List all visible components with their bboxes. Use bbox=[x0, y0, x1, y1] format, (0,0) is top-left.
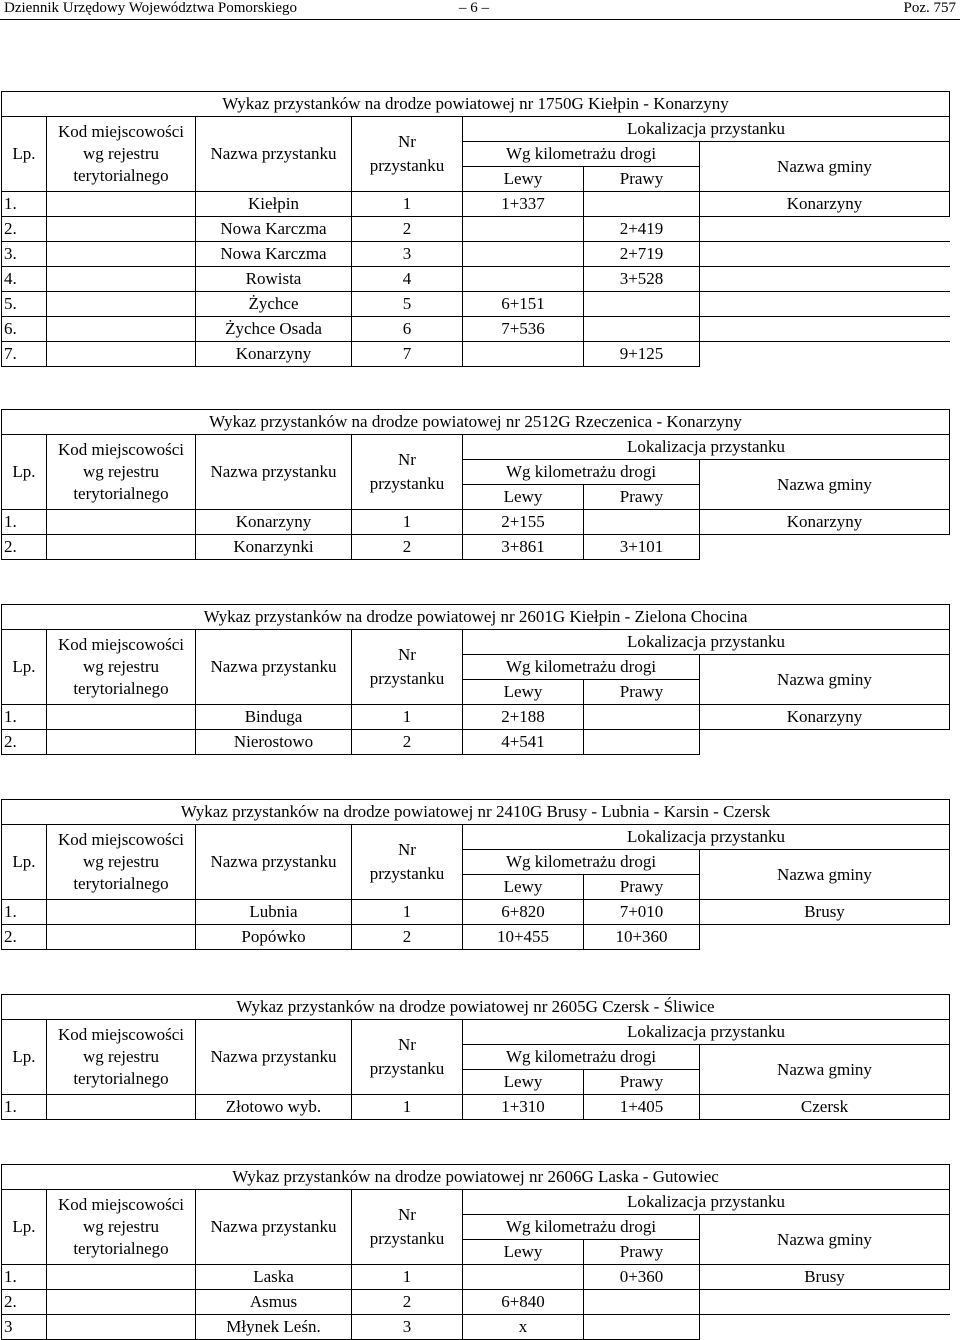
header-lewy: Lewy bbox=[463, 167, 584, 192]
cell-nr: 3 bbox=[352, 242, 463, 267]
cell-nazwa: Żychce bbox=[196, 292, 352, 317]
cell-nr: 3 bbox=[352, 1315, 463, 1340]
header-kod-line: wg rejestru bbox=[82, 1217, 159, 1236]
cell-gmina bbox=[700, 925, 950, 950]
cell-lp: 2. bbox=[2, 730, 47, 755]
header-nazwa-gminy: Nazwa gminy bbox=[700, 460, 950, 510]
stops-table bbox=[1, 604, 950, 755]
table-row bbox=[2, 217, 950, 242]
cell-lp: 1. bbox=[2, 192, 47, 217]
header-nr-line: przystanku bbox=[369, 864, 445, 883]
cell-gmina bbox=[700, 217, 950, 242]
header-lp: Lp. bbox=[2, 1190, 47, 1265]
cell-kod bbox=[47, 510, 196, 535]
header-nazwa-gminy: Nazwa gminy bbox=[700, 655, 950, 705]
stops-table bbox=[1, 994, 950, 1120]
cell-prawy: 0+360 bbox=[584, 1265, 700, 1290]
header-nr-line: przystanku bbox=[369, 669, 445, 688]
header-nr-line: Nr bbox=[398, 840, 416, 859]
header-kod-miejscowosci bbox=[47, 630, 196, 705]
cell-gmina: Czersk bbox=[700, 1095, 950, 1120]
header-kod-line: wg rejestru bbox=[82, 852, 159, 871]
cell-nazwa: Nowa Karczma bbox=[196, 242, 352, 267]
cell-prawy bbox=[584, 730, 700, 755]
cell-prawy bbox=[584, 292, 700, 317]
cell-gmina bbox=[700, 292, 950, 317]
header-nr-line: Nr bbox=[398, 450, 416, 469]
table-row bbox=[2, 317, 950, 342]
header-nr-przystanku bbox=[352, 435, 463, 510]
table-row bbox=[2, 292, 950, 317]
table-row bbox=[2, 267, 950, 292]
header-kod-line: terytorialnego bbox=[73, 1239, 169, 1258]
page-header bbox=[0, 0, 960, 18]
table-title: Wykaz przystanków na drodze powiatowej nr 2601G Kiełpin - Zielona Chocina bbox=[2, 605, 950, 630]
cell-nazwa: Konarzyny bbox=[196, 342, 352, 367]
header-nr-line: przystanku bbox=[369, 156, 445, 175]
cell-nazwa: Laska bbox=[196, 1265, 352, 1290]
header-kod-miejscowosci bbox=[47, 117, 196, 192]
cell-prawy: 3+101 bbox=[584, 535, 700, 560]
header-kod-line: wg rejestru bbox=[82, 1047, 159, 1066]
header-prawy: Prawy bbox=[584, 875, 700, 900]
header-kod-line: Kod miejscowości bbox=[57, 635, 185, 654]
table-title: Wykaz przystanków na drodze powiatowej nr 2605G Czersk - Śliwice bbox=[2, 995, 950, 1020]
cell-kod bbox=[47, 1315, 196, 1340]
table-title: Wykaz przystanków na drodze powiatowej nr 2512G Rzeczenica - Konarzyny bbox=[2, 410, 950, 435]
header-wg-kilometrazu: Wg kilometrażu drogi bbox=[463, 142, 700, 167]
header-kod-line: wg rejestru bbox=[82, 657, 159, 676]
cell-nazwa: Młynek Leśn. bbox=[196, 1315, 352, 1340]
header-kod-line: terytorialnego bbox=[73, 484, 169, 503]
cell-lp: 1. bbox=[2, 1265, 47, 1290]
header-kod-line: terytorialnego bbox=[73, 1069, 169, 1088]
table-row bbox=[2, 705, 950, 730]
header-kod-line: wg rejestru bbox=[82, 144, 159, 163]
header-lp: Lp. bbox=[2, 117, 47, 192]
header-nazwa-przystanku: Nazwa przystanku bbox=[196, 1190, 352, 1265]
cell-nr: 1 bbox=[352, 705, 463, 730]
header-lp: Lp. bbox=[2, 630, 47, 705]
cell-nr: 1 bbox=[352, 192, 463, 217]
cell-prawy: 3+528 bbox=[584, 267, 700, 292]
header-lokalizacja: Lokalizacja przystanku bbox=[463, 1020, 950, 1045]
cell-prawy bbox=[584, 510, 700, 535]
table-title: Wykaz przystanków na drodze powiatowej nr 1750G Kiełpin - Konarzyny bbox=[2, 92, 950, 117]
table-title: Wykaz przystanków na drodze powiatowej nr 2606G Laska - Gutowiec bbox=[2, 1165, 950, 1190]
header-nazwa-przystanku: Nazwa przystanku bbox=[196, 825, 352, 900]
cell-prawy: 2+719 bbox=[584, 242, 700, 267]
header-lokalizacja: Lokalizacja przystanku bbox=[463, 117, 950, 142]
cell-gmina: Konarzyny bbox=[700, 192, 950, 217]
header-kod-line: Kod miejscowości bbox=[57, 1195, 185, 1214]
header-lewy: Lewy bbox=[463, 485, 584, 510]
cell-kod bbox=[47, 535, 196, 560]
header-lewy: Lewy bbox=[463, 1070, 584, 1095]
header-nr-przystanku bbox=[352, 630, 463, 705]
cell-gmina bbox=[700, 1290, 950, 1315]
cell-nr: 7 bbox=[352, 342, 463, 367]
cell-prawy: 10+360 bbox=[584, 925, 700, 950]
cell-nr: 2 bbox=[352, 730, 463, 755]
cell-lp: 1. bbox=[2, 1095, 47, 1120]
stops-table bbox=[1, 409, 950, 560]
cell-gmina: Konarzyny bbox=[700, 510, 950, 535]
table-row bbox=[2, 1095, 950, 1120]
cell-gmina: Brusy bbox=[700, 1265, 950, 1290]
cell-prawy bbox=[584, 705, 700, 730]
header-lewy: Lewy bbox=[463, 1240, 584, 1265]
cell-prawy: 9+125 bbox=[584, 342, 700, 367]
header-kod-line: Kod miejscowości bbox=[57, 440, 185, 459]
header-nr-przystanku bbox=[352, 1020, 463, 1095]
header-wg-kilometrazu: Wg kilometrażu drogi bbox=[463, 460, 700, 485]
cell-kod bbox=[47, 292, 196, 317]
page-number: – 6 – bbox=[459, 0, 489, 16]
header-nazwa-gminy: Nazwa gminy bbox=[700, 850, 950, 900]
cell-nazwa: Nierostowo bbox=[196, 730, 352, 755]
table-row bbox=[2, 535, 950, 560]
cell-kod bbox=[47, 192, 196, 217]
cell-nazwa: Złotowo wyb. bbox=[196, 1095, 352, 1120]
cell-lewy: 6+840 bbox=[463, 1290, 584, 1315]
cell-gmina bbox=[700, 535, 950, 560]
cell-nazwa: Kiełpin bbox=[196, 192, 352, 217]
header-nr-line: przystanku bbox=[369, 1229, 445, 1248]
header-prawy: Prawy bbox=[584, 167, 700, 192]
cell-lp: 2. bbox=[2, 925, 47, 950]
cell-kod bbox=[47, 342, 196, 367]
header-kod-miejscowosci bbox=[47, 825, 196, 900]
header-prawy: Prawy bbox=[584, 1240, 700, 1265]
header-nazwa-przystanku: Nazwa przystanku bbox=[196, 435, 352, 510]
header-wg-kilometrazu: Wg kilometrażu drogi bbox=[463, 1215, 700, 1240]
cell-kod bbox=[47, 925, 196, 950]
header-kod-line: wg rejestru bbox=[82, 462, 159, 481]
cell-nr: 2 bbox=[352, 535, 463, 560]
cell-nr: 4 bbox=[352, 267, 463, 292]
table-row bbox=[2, 342, 950, 367]
cell-lp: 2. bbox=[2, 1290, 47, 1315]
cell-lp: 3 bbox=[2, 1315, 47, 1340]
cell-lp: 5. bbox=[2, 292, 47, 317]
cell-lewy: 2+155 bbox=[463, 510, 584, 535]
cell-lp: 1. bbox=[2, 510, 47, 535]
header-lp: Lp. bbox=[2, 1020, 47, 1095]
header-nr-line: Nr bbox=[398, 1205, 416, 1224]
cell-nr: 1 bbox=[352, 510, 463, 535]
cell-gmina bbox=[700, 1315, 950, 1340]
header-lokalizacja: Lokalizacja przystanku bbox=[463, 435, 950, 460]
header-wg-kilometrazu: Wg kilometrażu drogi bbox=[463, 1045, 700, 1070]
header-wg-kilometrazu: Wg kilometrażu drogi bbox=[463, 850, 700, 875]
cell-lp: 2. bbox=[2, 535, 47, 560]
header-nazwa-przystanku: Nazwa przystanku bbox=[196, 1020, 352, 1095]
cell-lp: 4. bbox=[2, 267, 47, 292]
header-kod-miejscowosci bbox=[47, 1190, 196, 1265]
header-nazwa-gminy: Nazwa gminy bbox=[700, 1215, 950, 1265]
cell-nazwa: Binduga bbox=[196, 705, 352, 730]
cell-nazwa: Lubnia bbox=[196, 900, 352, 925]
header-kod-line: terytorialnego bbox=[73, 166, 169, 185]
table-row bbox=[2, 1290, 950, 1315]
cell-kod bbox=[47, 730, 196, 755]
cell-gmina bbox=[700, 730, 950, 755]
cell-lewy: 7+536 bbox=[463, 317, 584, 342]
cell-gmina: Konarzyny bbox=[700, 705, 950, 730]
header-nazwa-gminy: Nazwa gminy bbox=[700, 142, 950, 192]
header-wg-kilometrazu: Wg kilometrażu drogi bbox=[463, 655, 700, 680]
cell-kod bbox=[47, 267, 196, 292]
cell-lewy bbox=[463, 242, 584, 267]
cell-nazwa: Konarzynki bbox=[196, 535, 352, 560]
header-lokalizacja: Lokalizacja przystanku bbox=[463, 825, 950, 850]
cell-kod bbox=[47, 242, 196, 267]
table-row bbox=[2, 192, 950, 217]
table-row bbox=[2, 900, 950, 925]
cell-lp: 1. bbox=[2, 705, 47, 730]
cell-lewy: 2+188 bbox=[463, 705, 584, 730]
table-row bbox=[2, 730, 950, 755]
cell-nazwa: Żychce Osada bbox=[196, 317, 352, 342]
header-nr-przystanku bbox=[352, 117, 463, 192]
cell-prawy bbox=[584, 317, 700, 342]
header-nr-line: przystanku bbox=[369, 1059, 445, 1078]
table-title: Wykaz przystanków na drodze powiatowej nr 2410G Brusy - Lubnia - Karsin - Czersk bbox=[2, 800, 950, 825]
cell-lewy bbox=[463, 342, 584, 367]
cell-lp: 3. bbox=[2, 242, 47, 267]
cell-lewy: 6+151 bbox=[463, 292, 584, 317]
cell-nr: 1 bbox=[352, 1265, 463, 1290]
header-kod-miejscowosci bbox=[47, 1020, 196, 1095]
header-nr-przystanku bbox=[352, 1190, 463, 1265]
cell-lewy bbox=[463, 267, 584, 292]
cell-kod bbox=[47, 1290, 196, 1315]
cell-gmina: Brusy bbox=[700, 900, 950, 925]
cell-nr: 2 bbox=[352, 925, 463, 950]
cell-lewy: 6+820 bbox=[463, 900, 584, 925]
cell-prawy bbox=[584, 1290, 700, 1315]
table-row bbox=[2, 1315, 950, 1340]
cell-gmina bbox=[700, 317, 950, 342]
cell-lewy bbox=[463, 1265, 584, 1290]
cell-kod bbox=[47, 705, 196, 730]
cell-kod bbox=[47, 1265, 196, 1290]
cell-gmina bbox=[700, 342, 950, 367]
position-number: Poz. 757 bbox=[903, 0, 956, 16]
header-lewy: Lewy bbox=[463, 680, 584, 705]
stops-table bbox=[1, 799, 950, 950]
cell-nazwa: Konarzyny bbox=[196, 510, 352, 535]
cell-nr: 1 bbox=[352, 900, 463, 925]
header-nr-line: Nr bbox=[398, 132, 416, 151]
cell-lp: 1. bbox=[2, 900, 47, 925]
header-lokalizacja: Lokalizacja przystanku bbox=[463, 630, 950, 655]
cell-lp: 6. bbox=[2, 317, 47, 342]
header-lp: Lp. bbox=[2, 825, 47, 900]
header-kod-line: Kod miejscowości bbox=[57, 830, 185, 849]
cell-gmina bbox=[700, 267, 950, 292]
header-kod-line: Kod miejscowości bbox=[57, 1025, 185, 1044]
cell-prawy: 1+405 bbox=[584, 1095, 700, 1120]
cell-gmina bbox=[700, 242, 950, 267]
cell-kod bbox=[47, 317, 196, 342]
cell-nr: 5 bbox=[352, 292, 463, 317]
cell-lp: 2. bbox=[2, 217, 47, 242]
header-prawy: Prawy bbox=[584, 1070, 700, 1095]
cell-kod bbox=[47, 217, 196, 242]
cell-lewy: 3+861 bbox=[463, 535, 584, 560]
cell-prawy: 2+419 bbox=[584, 217, 700, 242]
cell-prawy: 7+010 bbox=[584, 900, 700, 925]
header-kod-line: terytorialnego bbox=[73, 874, 169, 893]
table-row bbox=[2, 242, 950, 267]
header-nr-przystanku bbox=[352, 825, 463, 900]
header-nr-line: Nr bbox=[398, 645, 416, 664]
header-divider bbox=[0, 19, 960, 20]
header-kod-line: terytorialnego bbox=[73, 679, 169, 698]
header-prawy: Prawy bbox=[584, 680, 700, 705]
cell-lewy: 1+310 bbox=[463, 1095, 584, 1120]
cell-lewy bbox=[463, 217, 584, 242]
header-nr-line: przystanku bbox=[369, 474, 445, 493]
cell-lewy: x bbox=[463, 1315, 584, 1340]
cell-prawy bbox=[584, 192, 700, 217]
header-lokalizacja: Lokalizacja przystanku bbox=[463, 1190, 950, 1215]
stops-table bbox=[1, 1164, 950, 1340]
header-lewy: Lewy bbox=[463, 875, 584, 900]
cell-lewy: 4+541 bbox=[463, 730, 584, 755]
journal-title: Dziennik Urzędowy Województwa Pomorskiego bbox=[4, 0, 298, 16]
header-prawy: Prawy bbox=[584, 485, 700, 510]
header-nazwa-przystanku: Nazwa przystanku bbox=[196, 630, 352, 705]
header-nazwa-gminy: Nazwa gminy bbox=[700, 1045, 950, 1095]
stops-table bbox=[1, 91, 950, 367]
cell-lp: 7. bbox=[2, 342, 47, 367]
cell-nr: 2 bbox=[352, 217, 463, 242]
header-nr-line: Nr bbox=[398, 1035, 416, 1054]
header-lp: Lp. bbox=[2, 435, 47, 510]
cell-nazwa: Asmus bbox=[196, 1290, 352, 1315]
cell-lewy: 10+455 bbox=[463, 925, 584, 950]
cell-nazwa: Rowista bbox=[196, 267, 352, 292]
cell-nr: 2 bbox=[352, 1290, 463, 1315]
cell-nr: 1 bbox=[352, 1095, 463, 1120]
header-kod-line: Kod miejscowości bbox=[57, 122, 185, 141]
header-kod-miejscowosci bbox=[47, 435, 196, 510]
table-row bbox=[2, 510, 950, 535]
header-nazwa-przystanku: Nazwa przystanku bbox=[196, 117, 352, 192]
cell-nazwa: Popówko bbox=[196, 925, 352, 950]
cell-prawy bbox=[584, 1315, 700, 1340]
cell-lewy: 1+337 bbox=[463, 192, 584, 217]
cell-kod bbox=[47, 900, 196, 925]
table-row bbox=[2, 1265, 950, 1290]
table-row bbox=[2, 925, 950, 950]
cell-nazwa: Nowa Karczma bbox=[196, 217, 352, 242]
cell-nr: 6 bbox=[352, 317, 463, 342]
cell-kod bbox=[47, 1095, 196, 1120]
